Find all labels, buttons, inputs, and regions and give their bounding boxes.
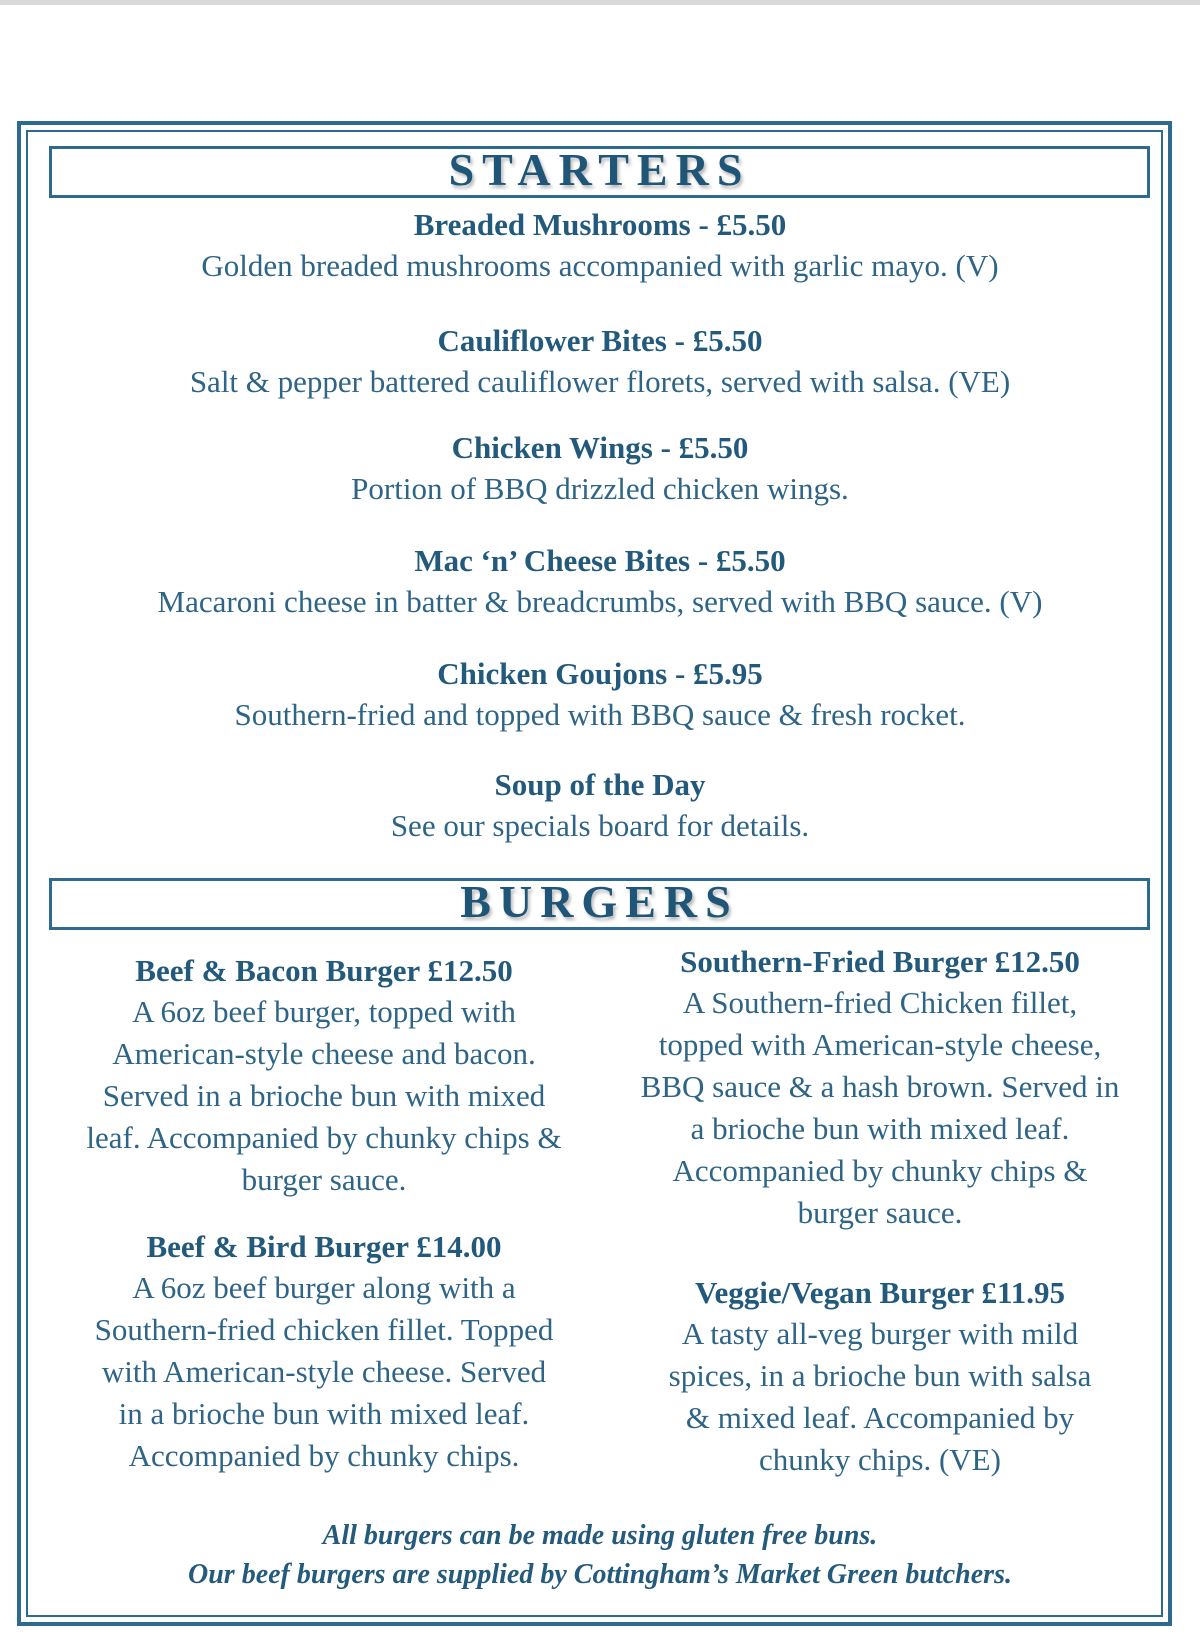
item-description xyxy=(42,991,606,1201)
item-title: Mac ‘n’ Cheese Bites - £5.50 xyxy=(414,543,786,578)
burger-item xyxy=(598,942,1162,1234)
top-divider xyxy=(0,0,1200,5)
item-description: Golden breaded mushrooms accompanied with garlic mayo. (V) xyxy=(201,248,999,283)
burger-item xyxy=(42,1227,606,1477)
item-description xyxy=(598,982,1162,1234)
description-line: burger sauce. xyxy=(241,1162,407,1197)
footer-note-butchers: Our beef burgers are supplied by Cottingham’s Market Green butchers. xyxy=(188,1559,1012,1590)
item-title: Chicken Goujons - £5.95 xyxy=(437,656,763,691)
footer-note-gluten-free: All burgers can be made using gluten free buns. xyxy=(322,1520,878,1551)
item-description: Macaroni cheese in batter & breadcrumbs, served with BBQ sauce. (V) xyxy=(157,584,1043,619)
description-line: Accompanied by chunky chips & xyxy=(672,1153,1088,1188)
description-line: A 6oz beef burger, topped with xyxy=(132,994,516,1029)
item-title: Breaded Mushrooms - £5.50 xyxy=(413,207,787,242)
item-title: Veggie/Vegan Burger £11.95 xyxy=(694,1275,1065,1310)
item-title: Beef & Bird Burger £14.00 xyxy=(146,1229,502,1264)
description-line: spices, in a brioche bun with salsa xyxy=(668,1358,1092,1393)
description-line: A tasty all-veg burger with mild xyxy=(681,1316,1079,1351)
item-description: Salt & pepper battered cauliflower florets, served with salsa. (VE) xyxy=(189,364,1011,399)
starters-heading: STARTERS xyxy=(448,144,751,195)
item-title: Cauliflower Bites - £5.50 xyxy=(437,323,763,358)
burgers-banner xyxy=(49,878,1150,930)
description-line: Accompanied by chunky chips. xyxy=(128,1438,520,1473)
starter-item xyxy=(60,428,1140,510)
description-line: leaf. Accompanied by chunky chips & xyxy=(86,1120,562,1155)
starter-item xyxy=(60,205,1140,287)
starter-item xyxy=(60,321,1140,403)
description-line: Served in a brioche bun with mixed xyxy=(102,1078,546,1113)
description-line: & mixed leaf. Accompanied by xyxy=(685,1400,1075,1435)
description-line: A 6oz beef burger along with a xyxy=(132,1270,516,1305)
item-description xyxy=(598,1313,1162,1481)
description-line: Southern-fried chicken fillet. Topped xyxy=(94,1312,554,1347)
description-line: BBQ sauce & a hash brown. Served in xyxy=(640,1069,1120,1104)
item-description: Southern-fried and topped with BBQ sauce & fresh rocket. xyxy=(234,697,966,732)
description-line: a brioche bun with mixed leaf. xyxy=(690,1111,1070,1146)
description-line: A Southern-fried Chicken fillet, xyxy=(682,985,1078,1020)
starters-banner xyxy=(49,146,1150,198)
starter-item xyxy=(60,765,1140,847)
description-line: burger sauce. xyxy=(797,1195,963,1230)
description-line: in a brioche bun with mixed leaf. xyxy=(118,1396,530,1431)
item-title: Chicken Wings - £5.50 xyxy=(451,430,749,465)
item-description: See our specials board for details. xyxy=(390,808,810,843)
burger-item xyxy=(42,951,606,1201)
item-description xyxy=(42,1267,606,1477)
starter-item xyxy=(60,541,1140,623)
burger-item xyxy=(598,1273,1162,1481)
description-line: with American-style cheese. Served xyxy=(101,1354,547,1389)
item-title: Beef & Bacon Burger £12.50 xyxy=(135,953,513,988)
burgers-heading: BURGERS xyxy=(460,876,739,927)
starter-item xyxy=(60,654,1140,736)
description-line: American-style cheese and bacon. xyxy=(112,1036,536,1071)
description-line: chunky chips. (VE) xyxy=(759,1442,1001,1477)
item-title: Soup of the Day xyxy=(494,767,706,802)
item-title: Southern-Fried Burger £12.50 xyxy=(680,944,1080,979)
description-line: topped with American-style cheese, xyxy=(658,1027,1102,1062)
item-description: Portion of BBQ drizzled chicken wings. xyxy=(351,471,849,506)
